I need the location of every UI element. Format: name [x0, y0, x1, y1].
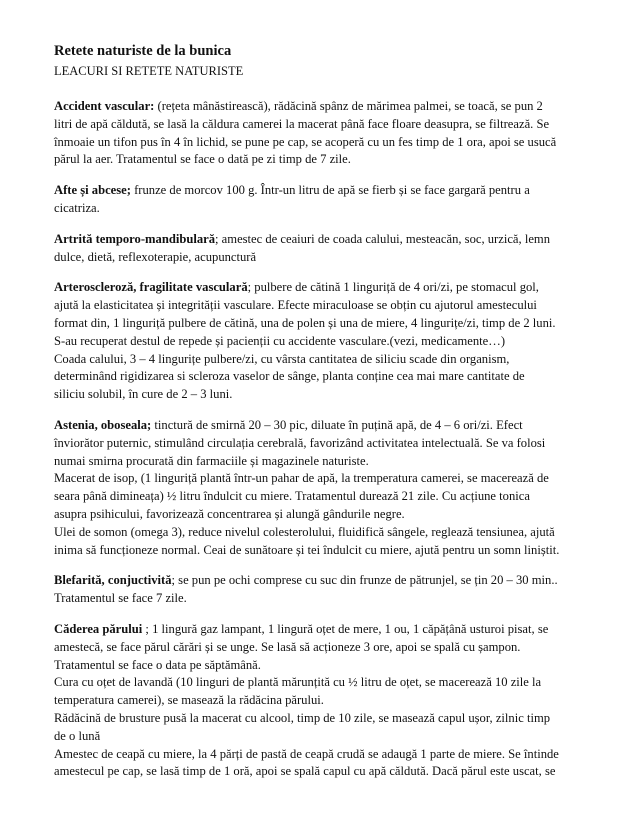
- remedy-section: [54, 621, 588, 781]
- remedy-text: frunze de morcov 100 g. Într-un litru de apă se fierb și se face gargară pentru a: [130, 183, 530, 198]
- text-line: [54, 621, 588, 639]
- remedy-text: părul la aer. Tratamentul se face o dată pe zi timp de 7 zile.: [54, 152, 351, 167]
- text-line: [54, 524, 588, 542]
- remedy-text: ; 1 lingură gaz lampant, 1 lingură oțet de mere, 1 ou, 1 căpățână usturoi pisat, se: [142, 621, 549, 636]
- remedy-heading: Artrită temporo-mandibulară: [54, 231, 216, 246]
- remedy-text: înviorător puternic, stimulând circulația cerebrală, favorizând activitatea intelectuală. Se va folosi: [54, 435, 546, 450]
- remedy-section: [54, 98, 588, 169]
- text-line: [54, 435, 588, 453]
- text-line: [54, 657, 588, 675]
- remedy-text: amestecă, se face părul cărări și se unge. Se lasă să acționeze 3 ore, apoi se spală cu șampon.: [54, 639, 521, 654]
- text-line: [54, 116, 588, 134]
- remedy-text: Amestec de ceapă cu miere, la 4 părți de pastă de ceapă crudă se adaugă 1 parte de miere. Se întinde: [54, 746, 559, 761]
- remedy-text: amestecul pe cap, se lasă timp de 1 oră, apoi se spală capul cu apă căldută. Dacă părul este uscat, se: [54, 764, 556, 779]
- text-line: [54, 674, 588, 692]
- text-line: [54, 368, 588, 386]
- text-line: [54, 249, 588, 267]
- text-line: [54, 590, 588, 608]
- remedy-text: Coada calului, 3 – 4 lingurițe pulbere/zi, cu vârsta cantitatea de siliciu scade din organism,: [54, 351, 510, 366]
- remedy-text: temperatura camerei), se masează la rădăcina părului.: [54, 693, 324, 708]
- remedy-heading: Accident vascular:: [54, 99, 155, 113]
- text-line: [54, 200, 588, 218]
- text-line: [54, 639, 588, 657]
- remedy-text: (rețeta mânăstirească), rădăcină spânz de mărimea palmei, se toacă, se pun 2: [154, 99, 543, 113]
- remedy-section: [54, 231, 588, 267]
- remedy-text: ; amestec de ceaiuri de coada calului, mesteacăn, soc, urzică, lemn: [215, 231, 550, 246]
- text-line: [54, 333, 588, 351]
- remedy-text: tinctură de smirnă 20 – 30 pic, diluate în puțină apă, de 4 – 6 ori/zi. Efect: [151, 417, 523, 432]
- remedy-text: determinând rigidizarea si scleroza vaselor de sânge, planta conține cea mai mare cantitate de: [54, 369, 525, 384]
- remedy-text: S-au recuperat destul de repede și pacienții cu accidente vasculare.(vezi, medicamente…): [54, 333, 506, 348]
- remedy-text: ; pulbere de cătină 1 linguriță de 4 ori/zi, pe stomacul gol,: [247, 280, 539, 295]
- remedy-heading: Astenia, oboseala;: [54, 417, 152, 432]
- remedy-text: litri de apă căldută, se lasă la căldura camerei la macerat până face floare deasupra, se filtrează. Se: [54, 116, 550, 131]
- remedy-text: Tratamentul se face 7 zile.: [54, 591, 187, 606]
- remedy-section: [54, 417, 588, 559]
- remedy-text: de o lună: [54, 728, 101, 743]
- text-line: [54, 134, 588, 152]
- text-line: [54, 728, 588, 746]
- text-line: [54, 182, 588, 200]
- remedy-text: inima să funcționeze normal. Ceai de sunătoare și tei îndulcit cu miere, ajută pentru un somn liniștit.: [54, 542, 560, 557]
- text-line: [54, 746, 588, 764]
- text-line: [54, 506, 588, 524]
- remedy-section: [54, 572, 588, 608]
- remedy-heading: Căderea părului: [54, 621, 143, 636]
- remedy-text: Tratamentul se face o data pe săptămână.: [54, 657, 261, 672]
- text-line: [54, 151, 588, 169]
- remedy-text: siliciu solubil, în cure de 2 – 3 luni.: [54, 387, 233, 402]
- text-line: [54, 488, 588, 506]
- remedy-section: [54, 182, 588, 218]
- remedy-text: ; se pun pe ochi comprese cu suc din frunze de pătrunjel, se țin 20 – 30 min..: [171, 573, 558, 588]
- text-line: [54, 470, 588, 488]
- text-line: [54, 351, 588, 369]
- text-line: [54, 453, 588, 471]
- text-line: [54, 297, 588, 315]
- remedy-section: [54, 279, 588, 404]
- remedy-heading: Blefarită, conjuctivită: [54, 573, 172, 588]
- remedy-text: format din, 1 linguriță pulbere de cătină, una de polen și una de miere, 4 lingurițe/zi, timp de 2 luni.: [54, 315, 556, 330]
- remedy-text: asupra psihicului, favorizează concentrarea și alungă gândurile negre.: [54, 506, 405, 521]
- text-line: [54, 417, 588, 435]
- remedy-text: seara până dimineața) ½ litru îndulcit cu miere. Tratamentul durează 21 zile. Cu acțiune tonica: [54, 489, 530, 504]
- remedy-text: numai smirna procurată din farmaciile și magazinele naturiste.: [54, 453, 369, 468]
- remedy-text: înmoaie un tifon pus în 4 în lichid, se pune pe cap, se acoperă cu un fes timp de 1 ora, apoi se usucă: [54, 134, 557, 149]
- text-line: [54, 386, 588, 404]
- text-line: [54, 692, 588, 710]
- remedy-text: Cura cu oțet de lavandă (10 linguri de plantă mărunțită cu ½ litru de oțet, se macerează 10 zile la: [54, 675, 542, 690]
- remedy-heading: Arteroscleroză, fragilitate vasculară: [54, 280, 248, 295]
- text-line: [54, 572, 588, 590]
- text-line: [54, 763, 588, 781]
- remedy-text: Rădăcină de brusture pusă la macerat cu alcool, timp de 10 zile, se masează capul ușor, zilnic timp: [54, 710, 551, 725]
- remedy-text: Ulei de somon (omega 3), reduce nivelul colesterolului, fluidifică sângele, reglează tensiunea, ajută: [54, 524, 555, 539]
- text-line: [54, 231, 588, 249]
- text-line: [54, 710, 588, 728]
- document-title: Retete naturiste de la bunica: [54, 43, 232, 59]
- remedy-text: ajută la elasticitatea și integrității vasculare. Efecte miraculoase se obțin cu ajutorul amestecului: [54, 298, 537, 313]
- remedy-heading: Afte și abcese;: [54, 183, 131, 198]
- text-line: [54, 542, 588, 560]
- text-line: [54, 98, 588, 116]
- document-subtitle: LEACURI SI RETETE NATURISTE: [54, 64, 244, 78]
- remedy-text: Macerat de isop, (1 linguriță plantă într-un pahar de apă, la tremperatura camerei, se macerează de: [54, 471, 549, 486]
- remedy-text: dulce, dietă, reflexoterapie, acupunctură: [54, 249, 257, 264]
- text-line: [54, 279, 588, 297]
- document-body: [54, 98, 588, 781]
- text-line: [54, 315, 588, 333]
- remedy-text: cicatriza.: [54, 200, 100, 215]
